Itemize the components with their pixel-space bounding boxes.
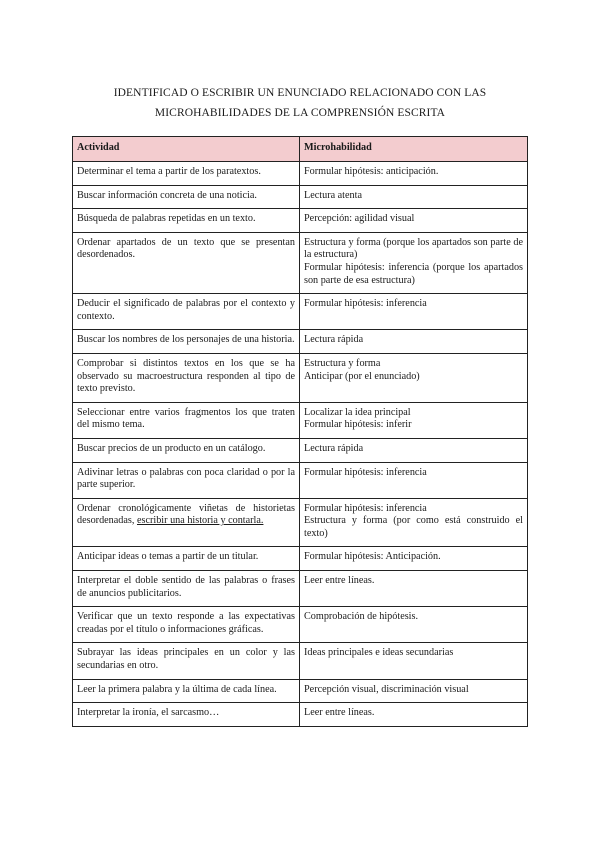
table-row <box>73 438 528 462</box>
skill-line: Lectura atenta <box>304 189 362 201</box>
skill-cell <box>300 353 528 402</box>
activity-underlined-text: escribir una historia y contarla. <box>136 515 264 527</box>
skill-cell <box>300 607 528 643</box>
skill-line: Leer entre líneas. <box>304 575 375 587</box>
activity-cell: Adivinar letras o palabras con poca claridad o por la parte superior. <box>73 462 300 498</box>
activity-cell: Deducir el significado de palabras por el contexto y contexto. <box>73 294 300 330</box>
skill-cell <box>300 209 528 233</box>
microhabilidades-table <box>72 136 528 727</box>
skill-line: Formular hipótesis: inferencia <box>304 502 427 514</box>
table-row <box>73 162 528 186</box>
skill-cell <box>300 679 528 703</box>
skill-line: Lectura rápida <box>304 334 364 346</box>
skill-line: Anticipar (por el enunciado) <box>304 370 420 382</box>
table-row <box>73 643 528 679</box>
skill-cell <box>300 462 528 498</box>
activity-cell: Comprobar si distintos textos en los que se ha observado su macroestructura responden al tipo de texto previsto. <box>73 353 300 402</box>
table-header-row <box>73 137 528 162</box>
activity-cell: Interpretar la ironía, el sarcasmo… <box>73 703 300 727</box>
activity-cell: Determinar el tema a partir de los paratextos. <box>73 162 300 186</box>
skill-line: Estructura y forma (por como está construido el texto) <box>304 515 523 539</box>
table-row <box>73 703 528 727</box>
skill-cell <box>300 643 528 679</box>
skill-line: Ideas principales e ideas secundarias <box>304 647 454 659</box>
header-actividad: Actividad <box>73 137 300 162</box>
skill-cell <box>300 571 528 607</box>
activity-cell: Buscar los nombres de los personajes de una historia. <box>73 330 300 354</box>
skill-cell <box>300 547 528 571</box>
skill-cell <box>300 703 528 727</box>
skill-line: Percepción visual, discriminación visual <box>304 683 469 695</box>
table-row <box>73 330 528 354</box>
table-row <box>73 462 528 498</box>
table-row <box>73 209 528 233</box>
skill-cell <box>300 294 528 330</box>
table-row <box>73 571 528 607</box>
skill-line: Formular hipótesis: anticipación. <box>304 166 439 177</box>
skill-cell <box>300 232 528 293</box>
skill-cell <box>300 162 528 186</box>
activity-cell: Seleccionar entre varios fragmentos los que traten del mismo tema. <box>73 402 300 438</box>
skill-line: Percepción: agilidad visual <box>304 213 415 225</box>
activity-cell: Verificar que un texto responde a las expectativas creadas por el título o informaciones gráficas. <box>73 607 300 643</box>
activity-cell: Buscar información concreta de una noticia. <box>73 185 300 209</box>
activity-cell: Ordenar apartados de un texto que se presentan desordenados. <box>73 232 300 293</box>
skill-line: Localizar la idea principal <box>304 406 411 418</box>
table-row <box>73 353 528 402</box>
activity-cell <box>73 498 300 547</box>
table-row <box>73 498 528 547</box>
table-row <box>73 547 528 571</box>
document-title-line-1: IDENTIFICAD O ESCRIBIR UN ENUNCIADO RELACIONADO CON LAS <box>113 87 487 99</box>
skill-line: Estructura y forma (porque los apartados son parte de la estructura) <box>304 236 523 261</box>
skill-line: Leer entre líneas. <box>304 707 375 719</box>
skill-line: Formular hipótesis: inferencia <box>304 298 427 310</box>
skill-line: Formular hipótesis: Anticipación. <box>304 551 441 563</box>
skill-cell <box>300 498 528 547</box>
skill-line: Formular hipótesis: inferir <box>304 419 412 431</box>
table-row <box>73 185 528 209</box>
table-row <box>73 607 528 643</box>
skill-cell <box>300 185 528 209</box>
skill-cell <box>300 438 528 462</box>
skill-cell <box>300 330 528 354</box>
skill-cell <box>300 402 528 438</box>
activity-cell: Interpretar el doble sentido de las palabras o frases de anuncios publicitarios. <box>73 571 300 607</box>
skill-line: Formular hipótesis: inferencia <box>304 466 427 478</box>
activity-cell: Subrayar las ideas principales en un color y las secundarias en otro. <box>73 643 300 679</box>
activity-text: Ordenar cronológicamente viñetas de historietas desordenadas, <box>77 502 295 527</box>
activity-cell: Búsqueda de palabras repetidas en un texto. <box>73 209 300 233</box>
skill-line: Formular hipótesis: inferencia (porque los apartados son parte de esa estructura) <box>304 261 523 286</box>
skill-line: Estructura y forma <box>304 357 381 369</box>
activity-cell: Buscar precios de un producto en un catálogo. <box>73 438 300 462</box>
activity-cell: Anticipar ideas o temas a partir de un titular. <box>73 547 300 571</box>
table-row <box>73 679 528 703</box>
activity-cell: Leer la primera palabra y la última de cada línea. <box>73 679 300 703</box>
table-row <box>73 232 528 293</box>
skill-line: Comprobación de hipótesis. <box>304 611 419 623</box>
document-title-line-2: MICROHABILIDADES DE LA COMPRENSIÓN ESCRITA <box>154 107 446 119</box>
header-microhabilidad: Microhabilidad <box>300 137 528 162</box>
table-row <box>73 294 528 330</box>
table-row <box>73 402 528 438</box>
skill-line: Lectura rápida <box>304 442 364 454</box>
